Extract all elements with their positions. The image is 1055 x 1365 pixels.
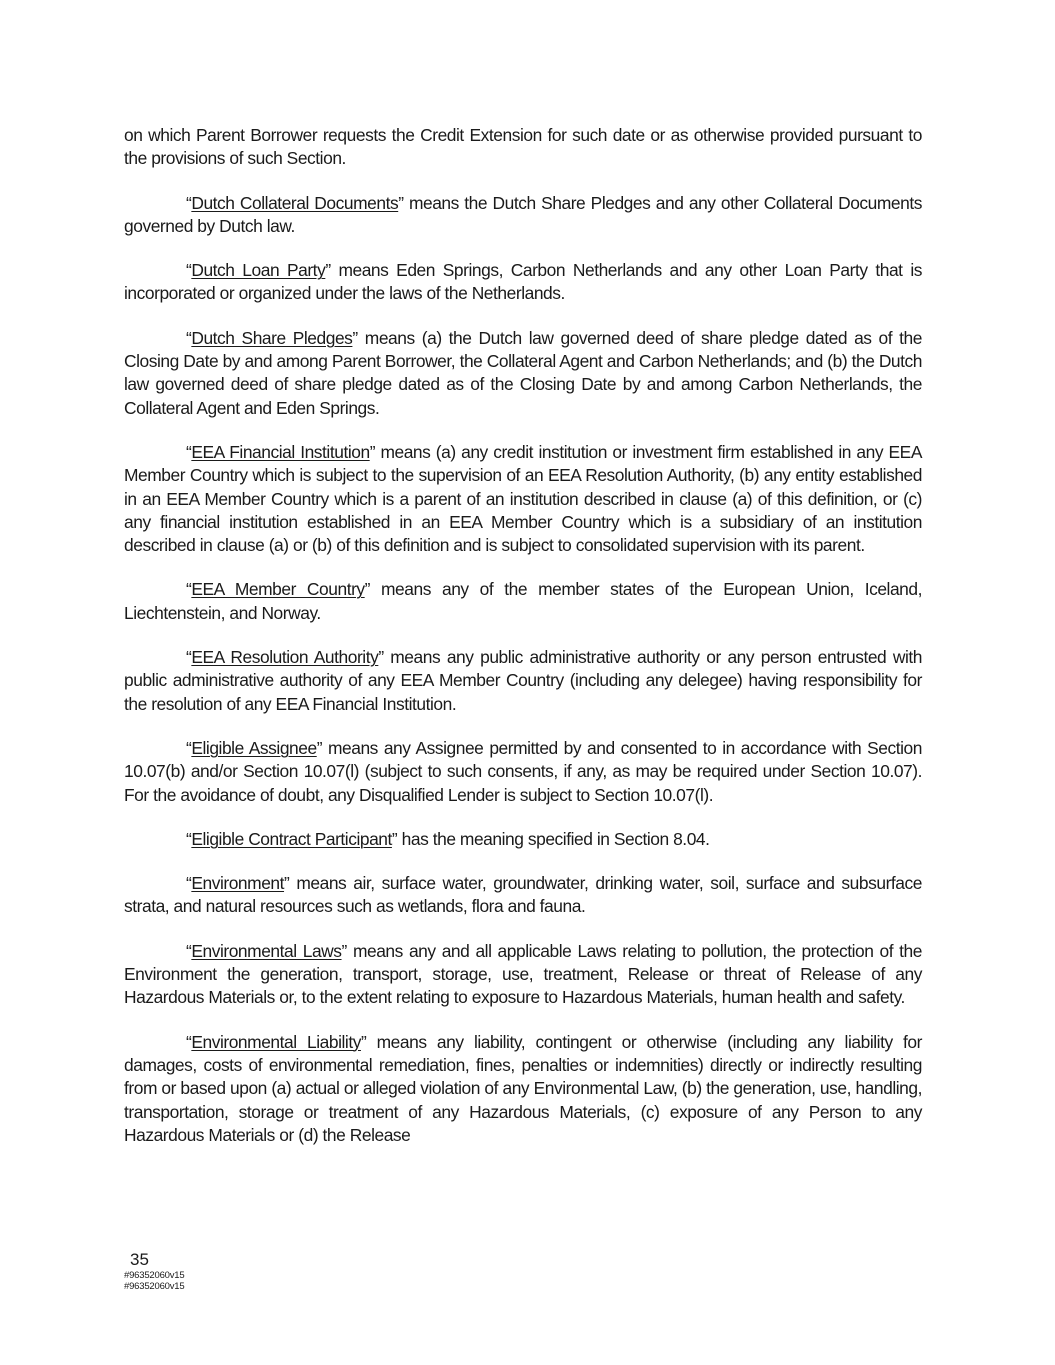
- open-quote: “: [186, 647, 192, 668]
- intro-paragraph: on which Parent Borrower requests the Credit Extension for such date or as otherwise provided pursuant to the provisions of such Section.: [124, 125, 922, 169]
- defined-term: Environment: [191, 873, 285, 894]
- definition-text: means any public administrative authority or any person entrusted with public administrative authority of any EEA Member Country (including any delegee) having responsibility for the resolution of any EEA Financial Institution.: [124, 647, 922, 714]
- definition-environmental-laws: [124, 940, 922, 1010]
- page-footer: [124, 1250, 184, 1292]
- open-quote: “: [186, 940, 192, 961]
- close-quote: ”: [284, 873, 290, 894]
- defined-term: EEA Member Country: [191, 579, 365, 600]
- definition-text: means air, surface water, groundwater, drinking water, soil, surface and subsurface strata, and natural resources such as wetlands, flora and fauna.: [124, 873, 922, 917]
- open-quote: “: [186, 441, 192, 462]
- close-quote: ”: [378, 647, 384, 668]
- defined-term: EEA Resolution Authority: [191, 647, 379, 668]
- defined-term: Dutch Loan Party: [191, 260, 326, 281]
- close-quote: ”: [369, 441, 376, 462]
- open-quote: “: [186, 737, 192, 758]
- document-id: #96352060v15: [124, 1270, 185, 1281]
- definition-dutch-share-pledges: [124, 327, 922, 420]
- definition-text: means (a) any credit institution or investment firm established in any EEA Member Country which is subject to the supervision of an EEA Resolution Authority, (b) any entity established in an EEA Member Country which is a parent of an institution described in clause (a) of this definition, or (c) any financial institution established in an EEA Member Country which is a subsidiary of an institution described in clause (a) or (b) of this definition and is subject to consolidated supervision with its parent.: [124, 441, 922, 556]
- definition-eea-resolution-authority: [124, 646, 922, 716]
- open-quote: “: [186, 579, 192, 600]
- open-quote: “: [186, 260, 192, 281]
- defined-term: Eligible Contract Participant: [191, 828, 392, 849]
- definition-text: means any liability, contingent or otherwise (including any liability for damages, costs of environmental remediation, fines, penalties or indemnities) directly or indirectly resulting from or based upon (a) actual or alleged violation of any Environmental Law, (b) the generation, use, handling, transportation, storage or treatment of any Hazardous Materials, (c) exposure of any Person to any Hazardous Materials or (d) the Release: [124, 1031, 922, 1145]
- defined-term: EEA Financial Institution: [191, 441, 370, 462]
- definition-text: means any Assignee permitted by and consented to in accordance with Section 10.07(b) and/or Section 10.07(l) (subject to such consents, if any, as may be required under Section 10.07). For the avoidance of doubt, any Disqualified Lender is subject to Section 10.07(l).: [124, 737, 922, 805]
- definition-text: means (a) the Dutch law governed deed of share pledge dated as of the Closing Date by and among Parent Borrower, the Collateral Agent and Carbon Netherlands; and (b) the Dutch law governed deed of share pledge dated as of the Closing Date by and among Carbon Netherlands, the Collateral Agent and Eden Springs.: [124, 327, 923, 418]
- close-quote: ”: [364, 579, 371, 600]
- definition-environment: [124, 872, 922, 919]
- defined-term: Environmental Liability: [191, 1031, 361, 1052]
- close-quote: ”: [398, 192, 404, 213]
- open-quote: “: [186, 1031, 192, 1052]
- definition-text: means any of the member states of the European Union, Iceland, Liechtenstein, and Norway.: [124, 579, 923, 623]
- definition-eligible-contract-participant: [124, 828, 922, 851]
- open-quote: “: [186, 828, 192, 849]
- definition-text: has the meaning specified in Section 8.04.: [397, 828, 710, 849]
- open-quote: “: [186, 327, 192, 348]
- close-quote: ”: [316, 737, 323, 758]
- page-number: 35: [130, 1250, 149, 1269]
- open-quote: “: [186, 192, 192, 213]
- close-quote: ”: [360, 1031, 367, 1052]
- defined-term: Environmental Laws: [191, 940, 342, 961]
- document-id: #96352060v15: [124, 1281, 185, 1292]
- defined-term: Dutch Collateral Documents: [191, 192, 399, 213]
- document-page: [124, 124, 922, 1168]
- definition-eligible-assignee: [124, 737, 922, 807]
- defined-term: Dutch Share Pledges: [191, 327, 353, 348]
- definition-text: means the Dutch Share Pledges and any other Collateral Documents governed by Dutch law.: [124, 192, 922, 236]
- close-quote: ”: [341, 940, 347, 961]
- definition-text: means any and all applicable Laws relating to pollution, the protection of the Environment the generation, transport, storage, use, treatment, Release or threat of Release of any Hazardous Materials or, to the extent relating to exposure to Hazardous Materials, human health and safety.: [124, 940, 922, 1008]
- definition-dutch-collateral-documents: [124, 192, 922, 239]
- close-quote: ”: [391, 828, 398, 849]
- defined-term: Eligible Assignee: [191, 737, 317, 758]
- definition-environmental-liability: [124, 1031, 922, 1147]
- open-quote: “: [186, 873, 192, 894]
- definition-dutch-loan-party: [124, 259, 922, 306]
- definition-eea-member-country: [124, 578, 922, 625]
- definition-eea-financial-institution: [124, 441, 922, 557]
- close-quote: ”: [352, 327, 358, 348]
- close-quote: ”: [325, 260, 331, 281]
- definition-text: means Eden Springs, Carbon Netherlands and any other Loan Party that is incorporated or organized under the laws of the Netherlands.: [124, 260, 923, 304]
